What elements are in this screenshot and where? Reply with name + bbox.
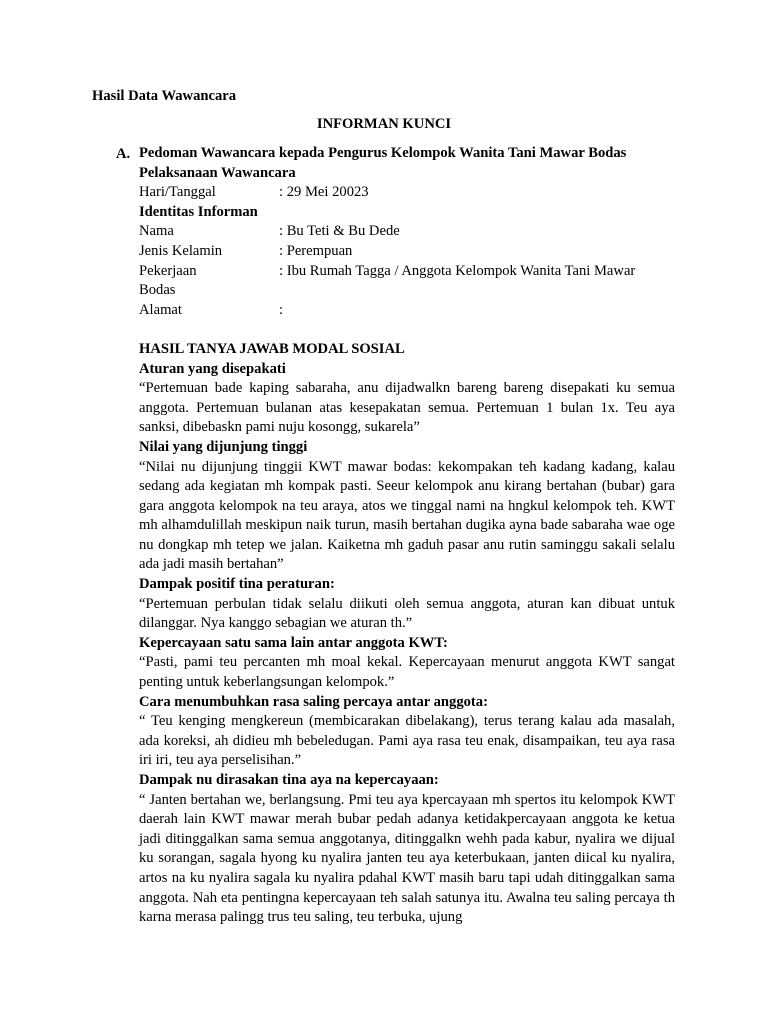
answer-paragraph: “Pasti, pami teu percanten mh moal kekal. Kepercayaan menurut anggota KWT sangat penting untuk keberlangsungan kelompok.” [139, 654, 675, 691]
gender-row [139, 242, 675, 262]
question-heading: Aturan yang disepakati [139, 360, 286, 377]
document-body [139, 144, 675, 928]
question-heading: Dampak nu dirasakan tina aya na kepercayaan: [139, 772, 439, 788]
interview-execution-heading: Pelaksanaan Wawancara [139, 164, 296, 181]
date-label: Hari/Tanggal [139, 184, 216, 201]
name-label: Nama [139, 223, 174, 240]
gender-label: Jenis Kelamin [139, 242, 223, 259]
job-row [139, 262, 675, 282]
answer-paragraph: “ Teu kenging mengkereun (membicarakan dibelakang), terus terang kalau ada masalah, ada koreksi, ah didieu mh bebeledugan. Pami aya rasa teu enak, disampaikan, teu aya rasa iri iri, teu aya perselisihan.” [139, 713, 675, 769]
qa-heading: HASIL TANYA JAWAB MODAL SOSIAL [139, 340, 405, 357]
section-letter: A. [116, 146, 131, 162]
document-title: Hasil Data Wawancara [92, 88, 237, 104]
answer-paragraph: “ Janten bertahan we, berlangsung. Pmi teu aya kpercayaan mh spertos itu kelompok KWT daerah lain KWT mawar merah bubar pedah adanya ketidakpercayaan anggota ke ketua jadi ditinggalkan sama semua anggotanya, ditinggalkn wehh pada kabur, nyalira we dijual ku sorangan, sagala hyong ku nyalira janten teu aya keterbukaan, janten diical ku nyalira, artos na ku nyalira sagala ku nyalira pdahal KWT masih baru tapi udah ditinggalkan sama anggota. Nah eta pentingna kepercayaan teh salah satunya itu. Awalna teu saling percaya th karna merasa palingg trus teu saling, teu terbuka, ujung [139, 791, 675, 926]
date-row [139, 183, 675, 203]
answer-paragraph: “Nilai nu dijunjung tinggii KWT mawar bodas: kekompakan teh kadang kadang, kalau sedang ada kegiatan mh kompak pasti. Seeur kelompok anu kirang bertahan (bubar) gara gara anggota kelompok na teu araya, atos we tinggal nami na hngkul kelompok teh. KWT mh alhamdulillah meskipun naik turun, masih bertahan dugika ayna bade sabaraha wae oge nu dongkap mh tetep we jalan. Kaiketna mh gaduh pasar anu rutin saminggu sakali selalu ada jadi masih bertahan” [139, 458, 675, 573]
job-value: : Ibu Rumah Tagga / Anggota Kelompok Wanita Tani Mawar [279, 262, 636, 279]
name-row [139, 222, 675, 242]
question-heading: Nilai yang dijunjung tinggi [139, 438, 308, 455]
interview-guide-heading: Pedoman Wawancara kepada Pengurus Kelompok Wanita Tani Mawar Bodas [139, 145, 627, 161]
question-heading: Kepercayaan satu sama lain antar anggota KWT: [139, 634, 448, 651]
question-heading: Cara menumbuhkan rasa saling percaya antar anggota: [139, 693, 488, 710]
answer-paragraph: “Pertemuan perbulan tidak selalu diikuti oleh semua anggota, aturan kan dibuat untuk dilanggar. Nya kanggo sebagian we aturan th.” [139, 595, 675, 632]
blank-line [139, 320, 675, 340]
address-value: : [279, 301, 284, 318]
section-title: INFORMAN KUNCI [316, 116, 452, 132]
address-row [139, 301, 675, 321]
answer-paragraph: “Pertemuan bade kaping sabaraha, anu dijadwalkn bareng bareng disepakati ku semua anggota. Pertemuan bulanan atas kesepakatan semua. Pertemuan 1 bulan 1x. Teu aya sanksi, dibebaskn pami nuju kosongg, sukarela” [139, 380, 675, 436]
question-heading: Dampak positif tina peraturan: [139, 576, 335, 593]
job-value-continuation: Bodas [139, 282, 176, 299]
date-value: : 29 Mei 20023 [279, 184, 369, 201]
identity-heading: Identitas Informan [139, 203, 258, 220]
job-label: Pekerjaan [139, 262, 197, 279]
address-label: Alamat [139, 301, 182, 318]
name-value: : Bu Teti & Bu Dede [279, 223, 400, 240]
gender-value: : Perempuan [279, 242, 353, 259]
